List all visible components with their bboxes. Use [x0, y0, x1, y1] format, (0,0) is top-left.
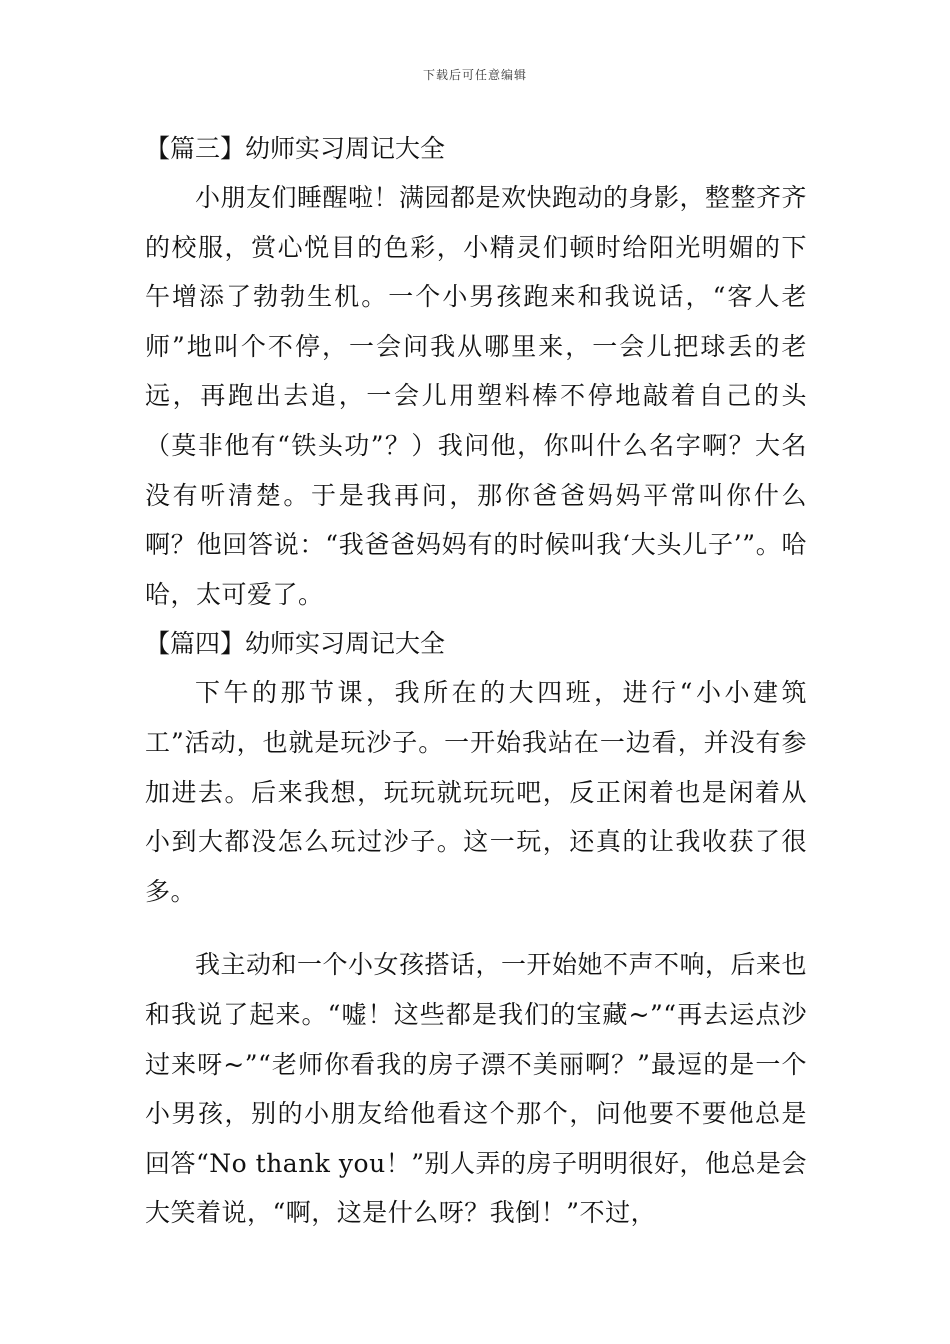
- body-paragraph: 小朋友们睡醒啦！满园都是欢快跑动的身影，整整齐齐的校服，赏心悦目的色彩，小精灵们顿时给阳光明媚的下午增添了勃勃生机。一个小男孩跑来和我说话，“客人老师”地叫个不停，一会问我从哪里来，一会儿把球丢的老远，再跑出去追，一会儿用塑料棒不停地敲着自己的头（莫非他有“铁头功”？）我问他，你叫什么名字啊？大名没有听清楚。于是我再问，那你爸爸妈妈平常叫你什么啊？他回答说：“我爸爸妈妈有的时候叫我‘大头儿子’”。哈哈，太可爱了。: [145, 183, 808, 609]
- document-body: [145, 124, 807, 1238]
- page-header-note: 下载后可任意编辑: [422, 68, 527, 82]
- section-title: 【篇四】幼师实习周记大全: [145, 629, 446, 659]
- body-paragraph: 我主动和一个小女孩搭话，一开始她不声不响，后来也和我说了起来。“嘘！这些都是我们的宝藏~”“再去运点沙过来呀~”“老师你看我的房子漂不美丽啊？”最逗的是一个小男孩，别的小朋友给他看这个那个，问他要不要他总是回答“No thank you！”别人弄的房子明明很好，他总是会大笑着说，“啊，这是什么呀？我倒！”不过，: [145, 950, 808, 1228]
- section-title: 【篇三】幼师实习周记大全: [145, 134, 446, 163]
- body-paragraph: 下午的那节课，我所在的大四班，进行“小小建筑工”活动，也就是玩沙子。一开始我站在一边看，并没有参加进去。后来我想，玩玩就玩玩吧，反正闲着也是闲着从小到大都没怎么玩过沙子。这一玩，还真的让我收获了很多。: [145, 678, 807, 906]
